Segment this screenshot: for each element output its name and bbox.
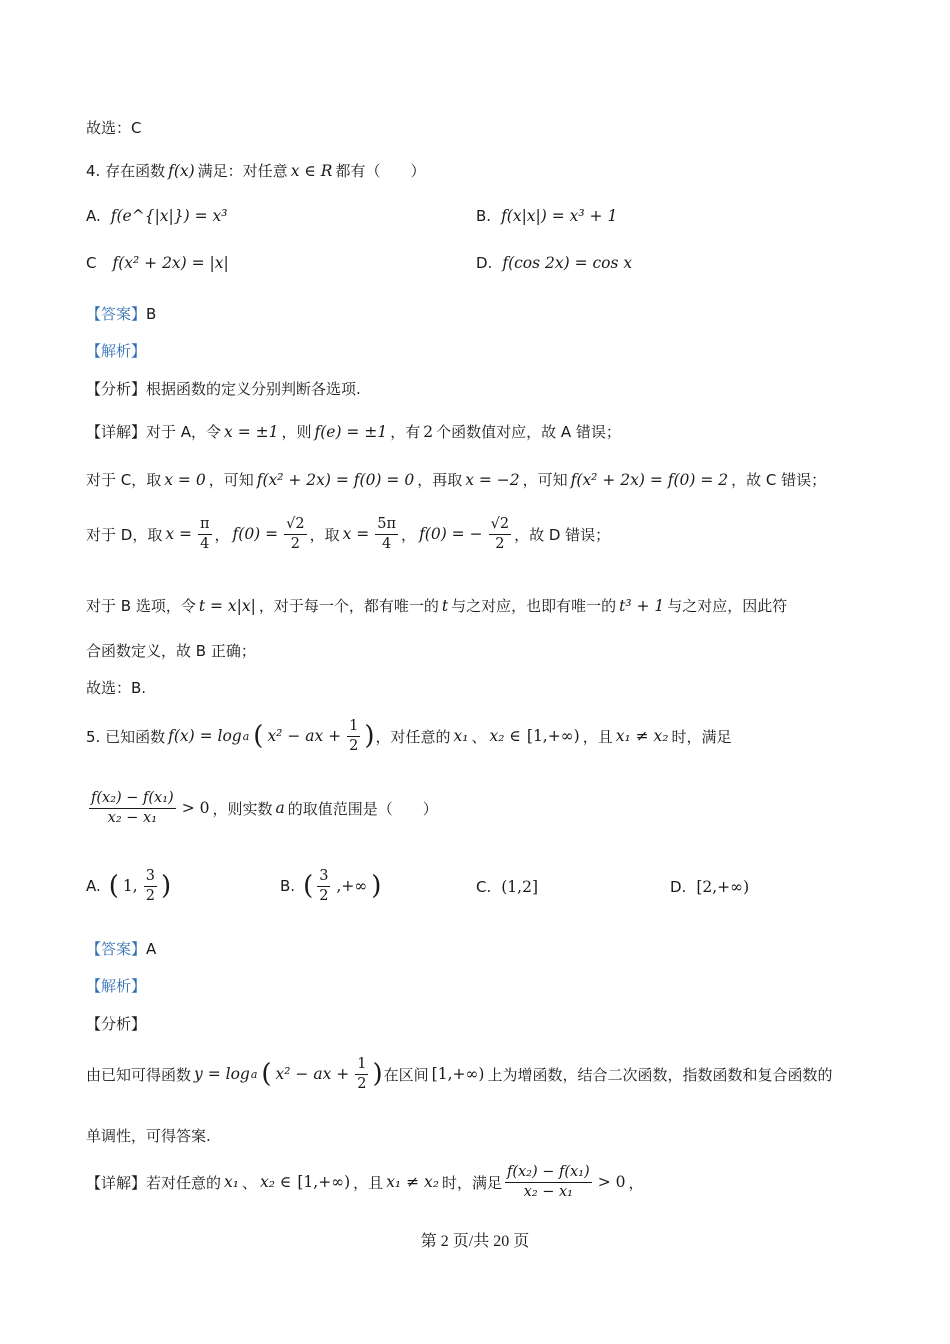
fenxi-5-cont: 单调性，可得答案. (86, 1127, 211, 1145)
fraction-one-half: $\frac{1}{2}$ (349, 718, 359, 754)
fraction-difference-quotient: $\frac{\text{f(x₂) − f(x₁)}}{\text{x₂ − x₁}}$ (91, 790, 174, 826)
q5-option-d: D. [2,+∞) (670, 878, 750, 896)
fraction-one-half-b: $\frac{1}{2}$ (357, 1056, 367, 1092)
q4-option-d: D. f(cos 2x) = cos x (476, 254, 633, 272)
fenxi-5-body: 由已知可得函数 y = log a ( x² − ax + $\frac{1}{2}$ ) 在区间 [1,+∞) 上为增函数，结合二次函数，指数函数和复合函数的 (86, 1056, 833, 1092)
question-4: 4. 存在函数 f(x) 满足：对任意 x ∈ R 都有（ ） (86, 161, 426, 180)
fraction-three-halves: $\frac{3}{2}$ (145, 868, 155, 904)
analysis-4-tag: 【解析】 (86, 342, 147, 360)
q5-option-a: A. ( 1, $\frac{3}{2}$ ) (86, 868, 172, 904)
fraction-neg-sqrt2-over-2: $\frac{√2}{2}$ (490, 516, 510, 552)
page-footer: 第 2 页/共 20 页 (420, 1233, 530, 1250)
fraction-sqrt2-over-2: $\frac{√2}{2}$ (286, 516, 305, 552)
q5-option-b: B. ( $\frac{3}{2}$ ,+∞ ) (280, 868, 382, 904)
detail-5: 【详解】 若对任意的 x₁ 、 x₂ ∈ [1,+∞) ，且 x₁ ≠ x₂ 时，满足 $\frac{\text{f(x₂) − f(x₁)}}{\text{x₂ − x₁}}$ > 0 ， (86, 1164, 644, 1200)
detail-4-a: 【详解】 对于 A，令 x = ±1 ，则 f(e) = ±1 ，有 2 个函数值对应，故 A 错误； (86, 422, 621, 441)
fenxi-4: 【分析】 根据函数的定义分别判断各选项. (86, 380, 361, 398)
question-5-cont: $\frac{\text{f(x₂) − f(x₁)}}{\text{x₂ − x₁}}$ > 0 ，则实数 a 的取值范围是（ ） (91, 790, 438, 826)
conclusion-line: 故选：C (86, 119, 142, 137)
fraction-difference-quotient-b: $\frac{\text{f(x₂) − f(x₁)}}{\text{x₂ − x₁}}$ (506, 1164, 590, 1200)
q5-option-c: C. (1,2] (476, 878, 538, 896)
detail-4-b: 对于 B 选项，令 t = x|x| ，对于每一个 ，都有唯一的 t 与之对应，也即有唯一的 t³ + 1 与之对应，因此符 (86, 596, 788, 615)
answer-4: 【答案】 B (86, 304, 157, 323)
question-5: 5. 已知函数 f(x) = log a ( x² − ax + $\frac{1}{2}$ ) ，对任意的 x₁ 、 x₂ ∈ [1,+∞) ，且 x₁ ≠ x₂ 时，满足 (86, 718, 732, 754)
fraction-three-halves-b: $\frac{3}{2}$ (319, 868, 329, 904)
fraction-pi-over-4: $\frac{\pi}{4}$ (199, 516, 210, 552)
answer-5: 【答案】 A (86, 939, 157, 958)
q4-option-a: A. f(e^{|x|}) = x³ (86, 207, 228, 225)
detail-4-b-cont: 合函数定义，故 B 正确； (86, 642, 256, 660)
fenxi-5-tag: 【分析】 (86, 1015, 147, 1033)
detail-4-d: 对于 D，取 x = $\frac{\pi}{4}$ ， f(0) = $\frac{√2}{2}$ ，取 x = $\frac{5\pi}{4}$ ， f(0) = − $\frac{√2}{2}$ ，故 D 错误； (86, 516, 611, 552)
q4-option-b: B. f(x|x|) = x³ + 1 (476, 207, 618, 225)
selection-4: 故选：B. (86, 679, 147, 697)
fraction-5pi-over-4: $\frac{5\pi}{4}$ (377, 516, 397, 552)
q4-option-c: C f(x² + 2x) = |x| (86, 254, 229, 272)
detail-4-c: 对于 C，取 x = 0 ，可知 f(x² + 2x) = f(0) = 0 ，再取 x = −2 ，可知 f(x² + 2x) = f(0) = 2 ，故 C 错误； (86, 470, 827, 489)
analysis-5-tag: 【解析】 (86, 977, 147, 995)
